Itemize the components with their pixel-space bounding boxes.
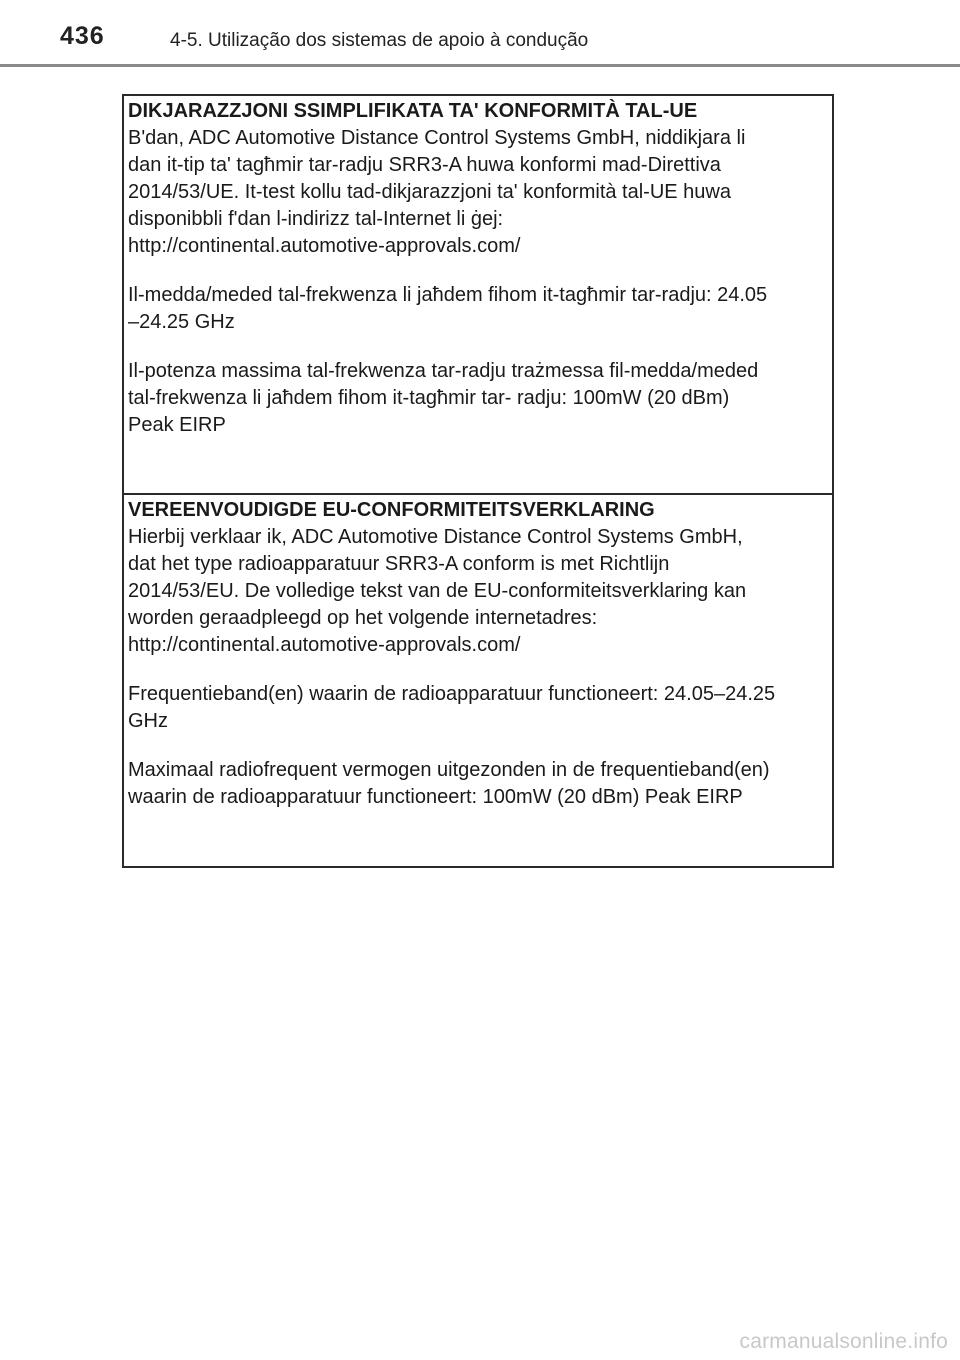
text-line: dan it-tip ta' tagħmir tar-radju SRR3-A huwa konformi mad-Direttiva — [128, 154, 721, 176]
text-line: tal-frekwenza li jaħdem fihom it-tagħmir tar- radju: 100mW (20 dBm) — [128, 387, 730, 409]
declaration-heading-maltese: DIKJARAZZJONI SSIMPLIFIKATA TA' KONFORMITÀ TAL-UE — [128, 100, 698, 122]
page-number: 436 — [60, 22, 105, 50]
declaration-dutch — [124, 495, 832, 868]
paragraph-maltese-statement — [128, 125, 826, 260]
text-line: Frequentieband(en) waarin de radioapparatuur functioneert: 24.05–24.25 — [128, 683, 776, 705]
section-title: 4-5. Utilização dos sistemas de apoio à condução — [170, 30, 589, 51]
text-line: Il-potenza massima tal-frekwenza tar-radju trażmessa fil-medda/meded — [128, 360, 759, 382]
paragraph-maltese-power — [128, 358, 826, 439]
text-line: B'dan, ADC Automotive Distance Control Systems GmbH, niddikjara li — [128, 127, 746, 149]
text-line: waarin de radioapparatuur functioneert: 100mW (20 dBm) Peak EIRP — [128, 786, 743, 808]
text-line: 2014/53/UE. It-test kollu tad-dikjarazzjoni ta' konformità tal-UE huwa — [128, 181, 731, 203]
header-rule — [0, 64, 960, 67]
paragraph-dutch-statement — [128, 524, 826, 659]
text-line: disponibbli f'dan l-indirizz tal-Internet li ġej: — [128, 208, 504, 230]
url-text: http://continental.automotive-approvals.com/ — [128, 235, 521, 257]
text-line: Maximaal radiofrequent vermogen uitgezonden in de frequentieband(en) — [128, 759, 770, 781]
text-line: Il-medda/meded tal-frekwenza li jaħdem fihom it-tagħmir tar-radju: 24.05 — [128, 284, 768, 306]
text-line: Hierbij verklaar ik, ADC Automotive Distance Control Systems GmbH, — [128, 526, 743, 548]
text-line: 2014/53/EU. De volledige tekst van de EU-conformiteitsverklaring kan — [128, 580, 747, 602]
declaration-maltese — [124, 96, 832, 493]
page-header — [0, 0, 960, 70]
paragraph-dutch-power — [128, 757, 826, 811]
declaration-heading-dutch: VEREENVOUDIGDE EU-CONFORMITEITSVERKLARING — [128, 499, 655, 521]
text-line: Peak EIRP — [128, 414, 226, 436]
text-line: dat het type radioapparatuur SRR3-A conform is met Richtlijn — [128, 553, 670, 575]
text-line: GHz — [128, 710, 168, 732]
url-text: http://continental.automotive-approvals.com/ — [128, 634, 521, 656]
paragraph-dutch-frequency — [128, 681, 826, 735]
watermark-text: carmanualsonline.info — [739, 1330, 948, 1353]
declaration-box — [122, 94, 834, 868]
paragraph-maltese-frequency — [128, 282, 826, 336]
text-line: –24.25 GHz — [128, 311, 235, 333]
text-line: worden geraadpleegd op het volgende internetadres: — [128, 607, 598, 629]
